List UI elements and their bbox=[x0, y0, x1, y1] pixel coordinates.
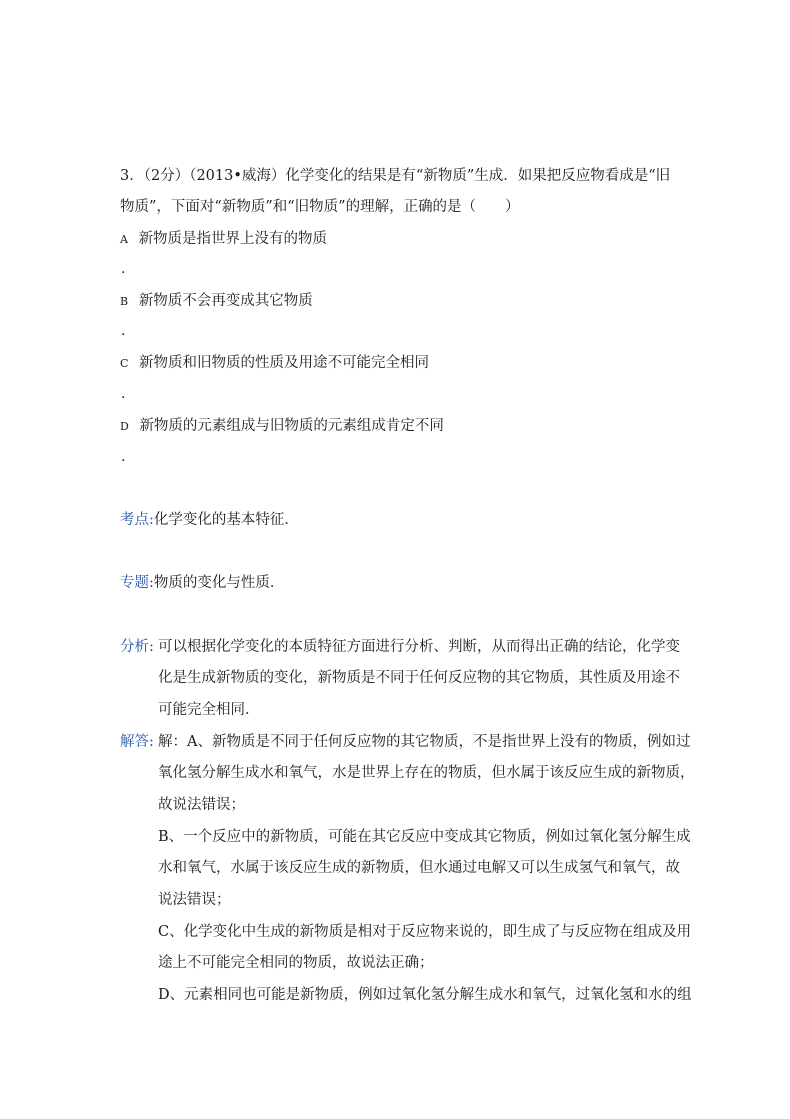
option-text: 新物质的元素组成与旧物质的元素组成肯定不同 bbox=[139, 418, 444, 434]
option-letter: D bbox=[120, 420, 129, 433]
jieda-line-7: C、化学变化中生成的新物质是相对于反应物来说的，即生成了与反应物在组成及用 bbox=[158, 924, 692, 940]
jieda-label: 解答: bbox=[120, 734, 154, 750]
fenxi-line-2: 化是生成新物质的变化，新物质是不同于任何反应物的其它物质，其性质及用途不 bbox=[158, 670, 680, 686]
zhuanti-text: 物质的变化与性质． bbox=[153, 575, 285, 591]
jieda-line-1: 解：A、新物质是不同于任何反应物的其它物质，不是指世界上没有的物质，例如过 bbox=[158, 734, 691, 750]
option-b-dot: . bbox=[121, 323, 126, 339]
jieda-line-6: 说法错误； bbox=[158, 892, 231, 908]
option-c bbox=[120, 353, 429, 374]
option-text: 新物质不会再变成其它物质 bbox=[138, 293, 313, 309]
fenxi-line-1: 可以根据化学变化的本质特征方面进行分析、判断，从而得出正确的结论，化学变 bbox=[158, 639, 680, 655]
option-letter: A bbox=[120, 233, 128, 246]
jieda-line-9: D、元素相同也可能是新物质，例如过氧化氢分解生成水和氧气，过氧化氢和水的组 bbox=[158, 987, 692, 1003]
fenxi-label: 分析: bbox=[120, 639, 154, 655]
jieda-line-2: 氧化氢分解生成水和氧气，水是世界上存在的物质，但水属于该反应生成的新物质， bbox=[158, 765, 695, 781]
option-letter: B bbox=[120, 295, 129, 308]
option-letter: C bbox=[120, 357, 129, 370]
option-text: 新物质是指世界上没有的物质 bbox=[138, 231, 328, 247]
option-b bbox=[120, 291, 313, 312]
kaodian-row bbox=[120, 510, 299, 530]
zhuanti-row bbox=[120, 573, 284, 593]
jieda-line-5: 水和氧气，水属于该反应生成的新物质，但水通过电解又可以生成氢气和氧气，故 bbox=[158, 860, 680, 876]
question-line-1: 3．（2分）（2013•威海）化学变化的结果是有“新物质”生成．如果把反应物看成是“旧 bbox=[120, 168, 671, 184]
option-d bbox=[120, 416, 444, 437]
option-d-dot: . bbox=[121, 449, 126, 465]
option-a bbox=[120, 229, 327, 250]
jieda-line-4: B、一个反应中的新物质，可能在其它反应中变成其它物质，例如过氧化氢分解生成 bbox=[158, 829, 691, 845]
option-text: 新物质和旧物质的性质及用途不可能完全相同 bbox=[139, 355, 430, 371]
option-c-dot: . bbox=[121, 386, 126, 402]
zhuanti-label: 专题: bbox=[120, 575, 154, 591]
jieda-line-3: 故说法错误； bbox=[158, 797, 245, 813]
fenxi-line-3: 可能完全相同． bbox=[158, 702, 260, 718]
question-line-2: 物质”，下面对“新物质”和“旧物质”的理解，正确的是（ ） bbox=[120, 199, 520, 215]
option-a-dot: . bbox=[121, 261, 126, 277]
jieda-line-8: 途上不可能完全相同的物质，故说法正确； bbox=[158, 955, 434, 971]
kaodian-text: 化学变化的基本特征． bbox=[153, 512, 299, 528]
kaodian-label: 考点: bbox=[120, 512, 154, 528]
